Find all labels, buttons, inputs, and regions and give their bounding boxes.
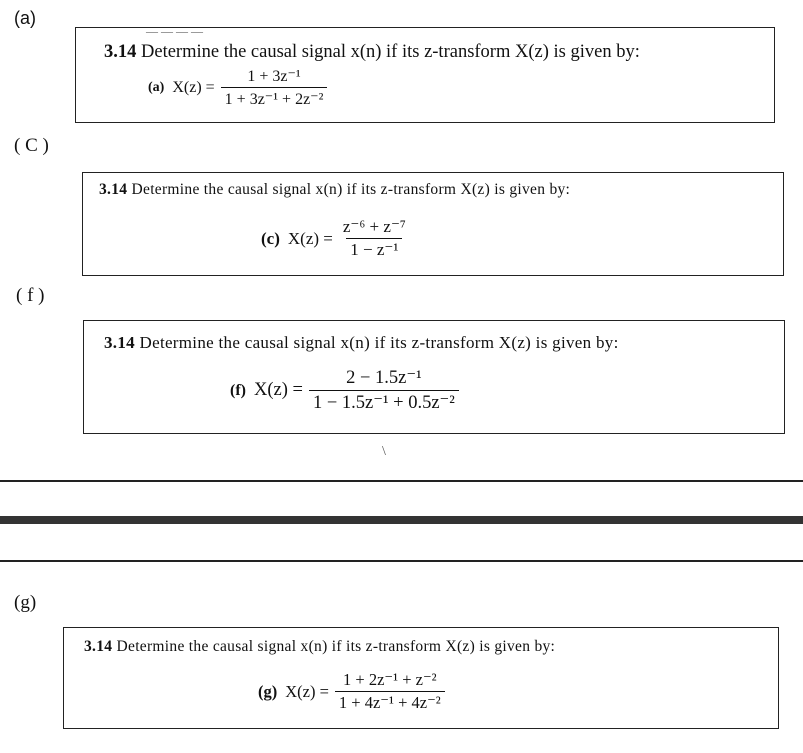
equation-part-label: (a)	[148, 79, 165, 95]
problem-statement-text: Determine the causal signal x(n) if its z-transform X(z) is given by:	[139, 333, 619, 352]
fraction	[221, 66, 328, 109]
problem-number: 3.14	[104, 333, 135, 352]
fraction-numerator: z⁻⁶ + z⁻⁷	[342, 217, 406, 236]
problem-g-equation	[258, 670, 445, 713]
problem-f-label: ( f )	[16, 285, 45, 306]
problem-c-equation	[261, 217, 410, 260]
fraction-numerator: 1 + 2z⁻¹ + z⁻²	[343, 670, 437, 689]
fraction	[335, 670, 445, 713]
fraction-denominator: 1 + 4z⁻¹ + 4z⁻²	[335, 691, 445, 713]
problem-number: 3.14	[104, 42, 137, 62]
problem-a-statement	[104, 42, 640, 63]
problem-statement-text: Determine the causal signal x(n) if its z-transform X(z) is given by:	[141, 42, 640, 62]
equation-lhs: X(z) =	[253, 380, 303, 400]
problem-a-equation	[148, 66, 327, 109]
page-separator	[0, 516, 803, 524]
scan-artifact: — — — —	[146, 24, 203, 38]
problem-number: 3.14	[99, 181, 128, 198]
fraction	[309, 367, 459, 414]
problem-f-box	[83, 320, 785, 434]
equation-lhs: X(z) =	[172, 78, 215, 96]
problem-f-statement	[104, 333, 619, 353]
problem-statement-text: Determine the causal signal x(n) if its z-transform X(z) is given by:	[131, 181, 571, 198]
problem-statement-text: Determine the causal signal x(n) if its z-transform X(z) is given by:	[116, 638, 556, 655]
scan-artifact: \	[382, 444, 386, 459]
problem-number: 3.14	[84, 638, 113, 655]
problem-c-box	[82, 172, 784, 276]
problem-g-statement	[84, 638, 555, 656]
problem-a-label: (a)	[14, 8, 36, 28]
fraction-denominator: 1 − 1.5z⁻¹ + 0.5z⁻²	[309, 390, 459, 414]
problem-c-label: ( C )	[14, 135, 49, 156]
equation-part-label: (c)	[261, 228, 280, 248]
fraction-denominator: 1 − z⁻¹	[346, 238, 402, 260]
bottom-page-section	[0, 560, 803, 753]
equation-lhs: X(z) =	[287, 228, 333, 248]
fraction-denominator: 1 + 3z⁻¹ + 2z⁻²	[221, 87, 328, 109]
equation-lhs: X(z) =	[285, 681, 329, 701]
problem-g-label: (g)	[14, 592, 37, 613]
fraction	[339, 217, 410, 260]
problem-g-box	[63, 627, 779, 729]
problem-f-equation	[230, 367, 459, 414]
equation-part-label: (f)	[230, 381, 246, 399]
problem-c-statement	[99, 181, 570, 199]
fraction-numerator: 1 + 3z⁻¹	[247, 68, 301, 85]
fraction-numerator: 2 − 1.5z⁻¹	[346, 368, 422, 388]
equation-part-label: (g)	[258, 681, 278, 701]
problem-a-box	[75, 24, 775, 123]
